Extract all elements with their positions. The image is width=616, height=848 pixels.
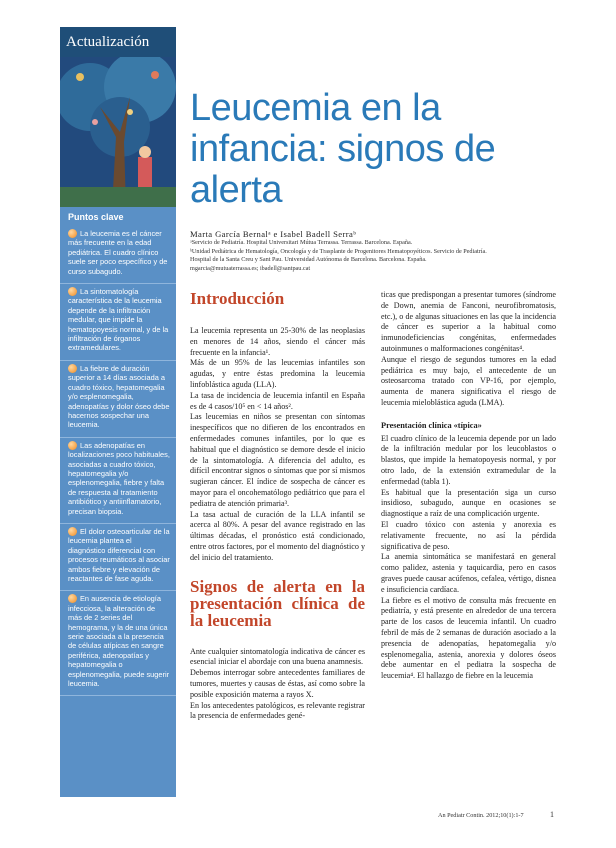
key-point-item xyxy=(60,284,176,361)
authors: Marta García Bernalᵃ e Isabel Badell Serraᵇ xyxy=(190,229,357,239)
key-point-item xyxy=(60,226,176,284)
section-label: Actualización xyxy=(60,27,176,57)
paragraph: La leucemia representa un 25-30% de las neoplasias en menores de 14 años, siendo el cáncer más frecuente en la infancia¹. xyxy=(190,326,365,357)
paragraph: La tasa actual de curación de la LLA infantil se acerca al 80%. A pesar del avance registrado en las últimas décadas, el pronóstico está condicionado, entre otros factores, por el momento del diagnóstico y del inicio del tratamiento. xyxy=(190,509,365,562)
key-point-text: En ausencia de etiología infecciosa, la alteración de más de 2 series del hemograma, y la de una única serie asociada a la presencia de células atípicas en sangre periférica, adenopatías y hepatomegalia o esplenomegalia, puede sugerir leucemia. xyxy=(68,594,170,689)
article-title: Leucemia en la infancia: signos de alerta xyxy=(190,87,496,211)
paragraph: Debemos interrogar sobre antecedentes familiares de tumores, muertes y causas de éstas, así como sobre la posible exposición materna a rayos X. xyxy=(190,668,365,699)
section-heading-signs: Signos de alerta en la presentación clínica de la leucemia xyxy=(190,576,365,630)
key-point-text: La sintomatología característica de la leucemia depende de la infiltración medular, que impide la hematopoyesis normal, y de la infiltración de órganos extramedulares. xyxy=(68,287,169,353)
paragraph: La tasa de incidencia de leucemia infantil en España es de 4 casos/10⁵ en < 14 años². xyxy=(190,390,365,411)
affiliation-line: ᵇUnidad Pediátrica de Hematología, Oncología y de Trasplante de Progenitores Hematopoyéticos. Servicio de Pediatría. xyxy=(190,247,487,255)
contact-emails: mgarcia@mutuaterrassa.es; ibadell@santpau.cat xyxy=(190,264,311,272)
affiliation-line: Hospital de la Santa Creu y Sant Pau. Universidad Autónoma de Barcelona. Barcelona. España. xyxy=(190,256,427,264)
affiliation-line: ᵃServicio de Pediatría. Hospital Universitari Mútua Terrassa. Terrassa. Barcelona. España. xyxy=(190,239,413,246)
paragraph: Las leucemias en niños se presentan con síntomas inespecíficos que no difieren de los encontrados en enfermedades comunes infantiles, por lo que es habitual que el diagnóstico se demore desde el inicio de la sintomatología. A diferencia del adulto, es difícil encontrar signos o síntomas que por sí mismos sugieran cáncer. El índice de sospecha de cáncer es mayor para el oncohematólogo pediátrico que para el pediatra de atención primaria³. xyxy=(190,412,365,508)
bullet-icon xyxy=(68,441,77,450)
key-point-item xyxy=(60,438,176,524)
paragraph: Más de un 95% de las leucemias infantiles son agudas, y entre éstas predomina la leucemia linfoblástica aguda (LLA). xyxy=(190,358,365,389)
key-point-item xyxy=(60,591,176,696)
key-point-text: La leucemia es el cáncer más frecuente en la edad pediátrica. El cuadro clínico suele ser poco específico y de curso subagudo. xyxy=(68,229,168,276)
column-right xyxy=(381,290,556,682)
key-point-text: El dolor osteoarticular de la leucemia plantea el diagnóstico diferencial con procesos reumáticos al asociar ambos fiebre y elevación de reactantes de fase aguda. xyxy=(68,526,170,583)
paragraph: Aunque el riesgo de segundos tumores en la edad pediátrica es muy bajo, el antecedente de un osteosarcoma tratado con VP-16, por ejemplo, aumenta de manera significativa el riesgo de leucemia mieloblástica aguda (LMA). xyxy=(381,354,556,407)
key-point-text: Las adenopatías en localizaciones poco habituales, asociadas a cuadro tóxico, hepatomegalia y/o esplenomegalia, fiebre y falta de respuesta al tratamiento antibiótico y antiinflamatorio, precisan biopsia. xyxy=(68,440,170,516)
paragraph: La fiebre es el motivo de consulta más frecuente en pediatría, y está presente en alrededor de una tercera parte de los casos de leucemia infantil. Un cuadro febril de más de 2 semanas de duración asociado a la presencia de adenopatías, hepatomegalia y/o esplenomegalia, astenia, anorexia y dolores óseos debe aumentar en el pediatra la sospecha de leucemia⁴. El hallazgo de fiebre en la leucemia xyxy=(381,595,556,681)
paragraph: Es habitual que la presentación siga un curso insidioso, subagudo, aunque en ocasiones se diagnostique a raíz de una complicación urgente. xyxy=(381,487,556,519)
journal-citation: An Pediatr Contin. 2012;10(1):1-7 xyxy=(438,812,524,819)
paragraph: El cuadro clínico de la leucemia depende por un lado de la infiltración medular por los leucoblastos o blastos, que impide la hematopoyesis normal, y por otro lado, de la extensión extramedular de la enfermedad (tabla 1). xyxy=(381,433,556,486)
paragraph: La anemia sintomática se manifestará en general como palidez, astenia y taquicardia, pero en casos graves puede causar acúfenos, cefalea, vértigo, disnea e insuficiencia cardíaca. xyxy=(381,552,556,594)
column-left xyxy=(190,290,365,722)
bullet-icon xyxy=(68,527,77,536)
paragraph: Ante cualquier sintomatología indicativa de cáncer es esencial iniciar el abordaje con una buena anamnesis. xyxy=(190,646,365,667)
page-number: 1 xyxy=(550,810,554,819)
affiliations xyxy=(190,239,570,273)
cover-illustration xyxy=(60,57,176,207)
paragraph: El cuadro tóxico con astenia y anorexia es relativamente frecuente, no así la pérdida significativa de peso. xyxy=(381,519,556,551)
subsection-heading: Presentación clínica «típica» xyxy=(381,420,482,430)
key-point-item xyxy=(60,361,176,438)
key-point-text: La fiebre de duración superior a 14 días asociada a cuadro tóxico, hepatomegalia y/o esplenomegalia, adenopatías y dolor óseo debe hacernos sospechar una leucemia. xyxy=(68,363,170,430)
key-points-title: Puntos clave xyxy=(68,212,124,222)
bullet-icon xyxy=(68,287,77,296)
key-points xyxy=(60,212,176,696)
bullet-icon xyxy=(68,594,77,603)
bullet-icon xyxy=(68,229,77,238)
section-heading-introduction: Introducción xyxy=(190,289,285,308)
paragraph: ticas que predispongan a presentar tumores (síndrome de Down, anemia de Fanconi, neurofibromatosis, etc.), o de algunas situaciones en las que la incidencia de cáncer es superior a la habitual como inmunodeficiencias congénitas, enfermedades autoinmunes o malformaciones congénitas⁴. xyxy=(381,290,556,353)
paragraph: En los antecedentes patológicos, es relevante registrar la presencia de enfermedades gené- xyxy=(190,700,365,721)
bullet-icon xyxy=(68,364,77,373)
key-point-item xyxy=(60,524,176,591)
